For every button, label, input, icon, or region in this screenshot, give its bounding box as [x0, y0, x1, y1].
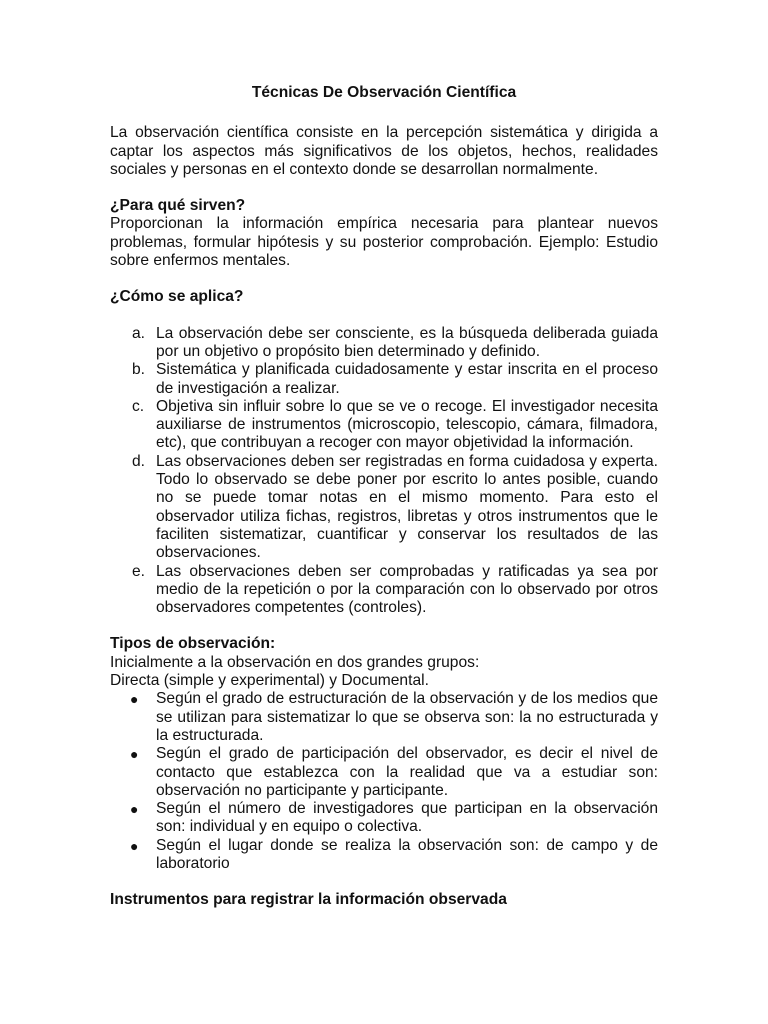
types-heading: Tipos de observación:: [110, 635, 276, 653]
list-marker: e.: [132, 562, 146, 580]
instruments-heading: Instrumentos para registrar la información observada: [110, 891, 507, 909]
bullet-icon: ●: [130, 691, 139, 708]
list-marker: b.: [132, 361, 146, 379]
list-item-text: Las observaciones deben ser comprobadas y ratificadas ya sea por medio de la repetición o por la comparación con lo observado por otros observadores competentes (controles).: [156, 562, 658, 617]
list-item: [110, 453, 658, 563]
bullet-icon: ●: [130, 837, 139, 854]
list-item-text: Según el lugar donde se realiza la observación son: de campo y de laboratorio: [156, 836, 658, 872]
document-page: [110, 84, 658, 910]
document-title: Técnicas De Observación Científica: [251, 84, 517, 101]
purpose-heading: ¿Para qué sirven?: [110, 197, 246, 215]
list-marker: c.: [132, 397, 145, 415]
list-item-text: Según el grado de participación del observador, es decir el nivel de contacto que establezca con la realidad que va a estudiar son: observación no participante y participante.: [156, 745, 658, 799]
list-item-text: Según el grado de estructuración de la observación y de los medios que se utilizan para sistematizar lo que se observa son: la no estructurada y la estructurada.: [156, 690, 658, 744]
list-item-text: La observación debe ser consciente, es la búsqueda deliberada guiada por un objetivo o propósito bien determinado y definido.: [156, 324, 658, 360]
types-intro: [110, 654, 658, 691]
list-item: [110, 837, 658, 874]
list-item: [110, 563, 658, 618]
application-list: [110, 325, 658, 618]
list-item: [110, 398, 658, 453]
types-bullet-list: [110, 690, 658, 873]
list-marker: d.: [132, 452, 146, 470]
list-item: [110, 361, 658, 398]
types-line-1: Inicialmente a la observación en dos grandes grupos:: [110, 653, 480, 671]
list-item-text: Objetiva sin influir sobre lo que se ve o recoge. El investigador necesita auxiliarse de instrumentos (microscopio, telescopio, cámara, filmadora, etc), que contribuyan a recoger con mayor objetividad la información.: [156, 397, 658, 452]
bullet-icon: ●: [130, 746, 139, 763]
list-item-text: Según el número de investigadores que participan en la observación son: individual y en equipo o colectiva.: [156, 800, 658, 836]
intro-paragraph: La observación científica consiste en la percepción sistemática y dirigida a captar los aspectos más significativos de los objetos, hechos, realidades sociales y personas en el contexto donde se desarrollan normalmente.: [110, 124, 658, 178]
application-heading: ¿Cómo se aplica?: [110, 288, 244, 306]
list-item: [110, 325, 658, 362]
list-item-text: Las observaciones deben ser registradas en forma cuidadosa y experta. Todo lo observado se debe poner por escrito lo antes posible, cuando no se puede tomar notas en el mismo momento. Para esto el observador utiliza fichas, registros, libretas y otros instrumentos que le faciliten sistematizar, cuantificar y conservar los resultados de las observaciones.: [156, 452, 658, 562]
list-item: [110, 745, 658, 800]
list-marker: a.: [132, 324, 146, 342]
list-item: [110, 690, 658, 745]
list-item: [110, 800, 658, 837]
purpose-paragraph: Proporcionan la información empírica necesaria para plantear nuevos problemas, formular hipótesis y su posterior comprobación. Ejemplo: Estudio sobre enfermos mentales.: [110, 215, 658, 270]
list-item-text: Sistemática y planificada cuidadosamente y estar inscrita en el proceso de investigación a realizar.: [156, 361, 658, 397]
bullet-icon: ●: [130, 801, 139, 818]
types-line-2: Directa (simple y experimental) y Documental.: [110, 672, 429, 690]
